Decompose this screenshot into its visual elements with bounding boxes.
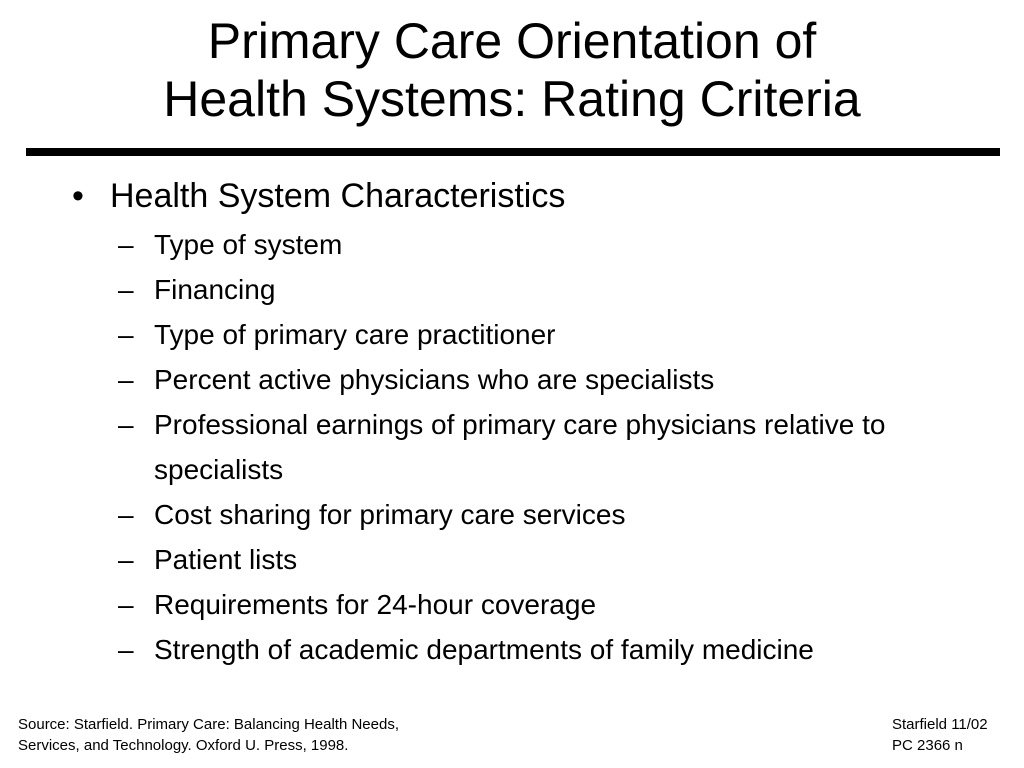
slide-title-line-1: Primary Care Orientation of xyxy=(207,13,817,69)
slide-title-line-2: Health Systems: Rating Criteria xyxy=(163,71,861,127)
dash-symbol: – xyxy=(118,634,134,665)
credit-line-1: Starfield 11/02 xyxy=(892,716,988,733)
list-item xyxy=(118,222,998,267)
list-item xyxy=(118,537,998,582)
list-item-text: Cost sharing for primary care services xyxy=(154,499,626,530)
dash-symbol: – xyxy=(118,274,134,305)
slide-credit xyxy=(892,714,988,756)
list-item xyxy=(118,627,998,672)
dash-symbol: – xyxy=(118,319,134,350)
characteristics-list xyxy=(118,222,998,672)
source-citation xyxy=(18,714,399,756)
dash-symbol: – xyxy=(118,589,134,620)
list-item xyxy=(118,312,998,357)
credit-line-2: PC 2366 n xyxy=(892,737,963,754)
list-item-text: Percent active physicians who are specialists xyxy=(154,364,715,395)
dash-symbol: – xyxy=(118,364,134,395)
title-divider xyxy=(26,148,1000,156)
list-item xyxy=(118,267,998,312)
bullet-symbol: • xyxy=(72,177,84,215)
dash-symbol: – xyxy=(118,229,134,260)
dash-symbol: – xyxy=(118,409,134,440)
list-item xyxy=(118,492,998,537)
list-item xyxy=(118,357,998,402)
list-item xyxy=(118,402,998,492)
slide-title xyxy=(0,12,1024,128)
source-line-2: Services, and Technology. Oxford U. Press, 1998. xyxy=(18,737,349,754)
main-bullet-text: Health System Characteristics xyxy=(110,177,566,215)
dash-symbol: – xyxy=(118,499,134,530)
main-bullet xyxy=(72,172,565,220)
list-item-text: Type of system xyxy=(154,229,343,260)
list-item-text: Patient lists xyxy=(154,544,298,575)
list-item-text: Financing xyxy=(154,274,276,305)
source-line-1: Source: Starfield. Primary Care: Balancing Health Needs, xyxy=(18,716,400,733)
list-item-text: Type of primary care practitioner xyxy=(154,319,556,350)
list-item-text: Strength of academic departments of family medicine xyxy=(154,634,814,665)
list-item-text: Requirements for 24-hour coverage xyxy=(154,589,597,620)
list-item-text: Professional earnings of primary care physicians relative to specialists xyxy=(154,409,886,485)
dash-symbol: – xyxy=(118,544,134,575)
list-item xyxy=(118,582,998,627)
